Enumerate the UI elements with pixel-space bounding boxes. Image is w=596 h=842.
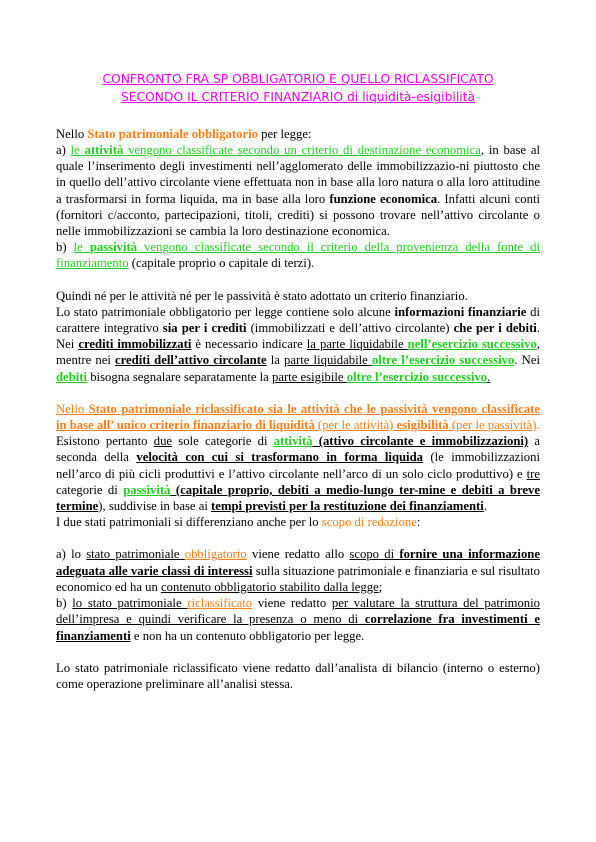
highlight-esigibilita: esigibilità (396, 418, 449, 433)
text: Nello (56, 401, 89, 416)
text: parte esigibile (271, 369, 347, 384)
text: bisogna segnalare separatamente la (87, 369, 272, 384)
bold-crediti-immobilizzati: crediti immobilizzati (78, 337, 192, 352)
text: viene redatto allo (246, 547, 350, 562)
document-title (56, 70, 540, 107)
text: a) (56, 143, 71, 158)
text: viene redatto (252, 596, 332, 611)
bold-correlazione: correlazione fra investimenti e finanziamenti (56, 612, 541, 643)
highlight-attivita: attività (84, 143, 124, 158)
bold-crediti: sia per i crediti (162, 321, 247, 336)
text: di carattere integrativo (56, 304, 540, 336)
text: sole categorie di (172, 434, 274, 449)
bold-informazione-adeguata: fornire una informazione adeguata alle varie classi di interessi (56, 547, 540, 578)
bold-velocita: velocità con cui si trasformano in forma liquida (136, 450, 423, 465)
paragraph-conclusione: Lo stato patrimoniale riclassificato viene redatto dall’analista di bilancio (interno o esterno) come operazione preliminare all’analisi stessa. (56, 660, 540, 691)
highlight-riclassificato: riclassificato (187, 596, 253, 611)
text: . Nei (514, 353, 540, 368)
text: e non ha un contenuto obbligatorio per legge. (130, 628, 365, 643)
text: . Infatti alcuni conti (fornitori c/acconto, partecipazioni, titoli, crediti) si possono trovare nell’attivo circolante o nelle immobilizzazioni se cambia la loro destinazione economica. (56, 191, 541, 239)
highlight-esercizio-successivo: nell’esercizio successivo (407, 337, 537, 352)
text: due (153, 434, 173, 449)
text: la parte liquidabile (306, 337, 408, 352)
text: Quindi né per le attività né per le passività è stato adottato un criterio finanziario. (56, 288, 468, 303)
text: categorie di (56, 482, 124, 497)
text: le (73, 240, 90, 255)
highlight-scopo-redazione: scopo di redazione (321, 515, 417, 530)
text: . Nei (56, 321, 541, 352)
text: , mentre nei (56, 337, 540, 368)
paragraph-info-finanziarie (56, 288, 540, 385)
text: per valutare la struttura del patrimonio dell’impresa e quindi verificare la presenza o meno di (56, 596, 541, 627)
highlight-obbligatorio: obbligatorio (184, 547, 247, 562)
text: contenuto obbligatorio stabilito dalla legge (161, 579, 379, 594)
text: ), suddivise in base ai (98, 499, 212, 514)
text: . (483, 499, 487, 514)
highlight-sp-riclassificato: Stato patrimoniale riclassificato sia le attività che le passività vengono classificate in base all’ unico criterio finanziario di liquidità (56, 401, 540, 433)
paragraph-sp-riclassificato (56, 401, 540, 433)
text: è necessario indicare (191, 337, 307, 352)
text: (per le attività) (314, 418, 397, 433)
bold-crediti-circolante: crediti dell’attivo circolante (115, 353, 267, 368)
text: le (70, 143, 85, 158)
highlight-criterio-provenienza: vengono classificate secondo il criterio della provenienza della fonte di finanziamento (56, 240, 540, 271)
text: Nello (56, 126, 88, 141)
highlight-criterio-destinazione: vengono classificate secondo un criterio di destinazione economica (123, 143, 481, 158)
text: (le immobilizzazioni nell’arco di più cicli produttivi e l’attivo circolante nell’arco di un solo ciclo produttivo) e (56, 450, 540, 481)
text: (capitale proprio o capitale di terzi). (128, 256, 315, 271)
title-line-2a: SECONDO IL CRITERIO FINANZIARIO (120, 90, 344, 105)
text: . (487, 369, 491, 384)
paragraph-attivita (56, 142, 540, 239)
text: scopo di (349, 547, 400, 562)
highlight-passivita: passività (89, 240, 138, 255)
text: lo stato patrimoniale (72, 596, 188, 611)
text: la (266, 353, 285, 368)
bold-debiti: che per i debiti (453, 321, 537, 336)
text: b) (56, 240, 74, 255)
highlight-passivita: passività (123, 482, 171, 497)
text: . (536, 418, 540, 433)
text: (immobilizzati e dell’attivo circolante) (246, 321, 454, 336)
highlight-debiti: debiti (56, 369, 88, 384)
bold-informazioni-finanziarie: informazioni finanziarie (394, 304, 527, 319)
document-page (56, 70, 540, 692)
text: ; (378, 579, 383, 594)
paragraph-scopo-riclassificato (56, 595, 540, 644)
text: a seconda della (56, 434, 540, 465)
text: sulla situazione patrimoniale e finanziaria e sul risultato economico ed ha un (56, 563, 540, 594)
bold-tempi-previsti: tempi previsti per la restituzione dei finanziamenti (211, 499, 484, 514)
bold-capitale-debiti: (capitale proprio, debiti a medio-lungo ter-mine e debiti a breve termine (56, 482, 541, 514)
text: stato patrimoniale (86, 547, 185, 562)
paragraph-scopo-obbligatorio (56, 546, 540, 595)
text: : (416, 515, 421, 530)
paragraph-categorie (56, 433, 540, 514)
paragraph-intro (56, 126, 540, 142)
highlight-sp-obbligatorio: Stato patrimoniale obbligatorio (87, 126, 258, 141)
text: a) lo (56, 547, 87, 562)
title-line-1: CONFRONTO FRA SP OBBLIGATORIO E QUELLO RICLASSIFICATO (102, 72, 494, 86)
highlight-oltre-esercizio: oltre l’esercizio successivo (371, 353, 515, 368)
highlight-attivita: attività (273, 434, 313, 449)
text: tre (526, 466, 540, 481)
title-line-2b: di liquidità-esigibilità (343, 90, 476, 105)
text: , in base al quale l’inserimento degli investimenti nell’agglomerato delle immobilizzazio-ni piuttosto che in quello dell’attivo circolante viene effettuata non in base alla loro natura o alla loro attitudine a trasformarsi in forma liquida, ma in base alla loro (56, 143, 540, 206)
text: (per le passività) (448, 418, 537, 433)
text: I due stati patrimoniali si differenziano anche per lo (56, 515, 322, 530)
bold-funzione-economica: funzione economica (329, 191, 438, 206)
highlight-oltre-esercizio: oltre l’esercizio successivo (346, 369, 488, 384)
text: Lo stato patrimoniale obbligatorio per legge contiene solo alcune (56, 304, 395, 319)
paragraph-scopo (56, 514, 540, 530)
text: parte liquidabile (284, 353, 372, 368)
bold-attivo-immobilizzazioni: (attivo circolante e immobilizzazioni) (312, 434, 529, 449)
text: Esistono pertanto (56, 434, 154, 449)
paragraph-passivita (56, 239, 540, 271)
text: b) (56, 596, 73, 611)
text: per legge: (257, 126, 312, 141)
